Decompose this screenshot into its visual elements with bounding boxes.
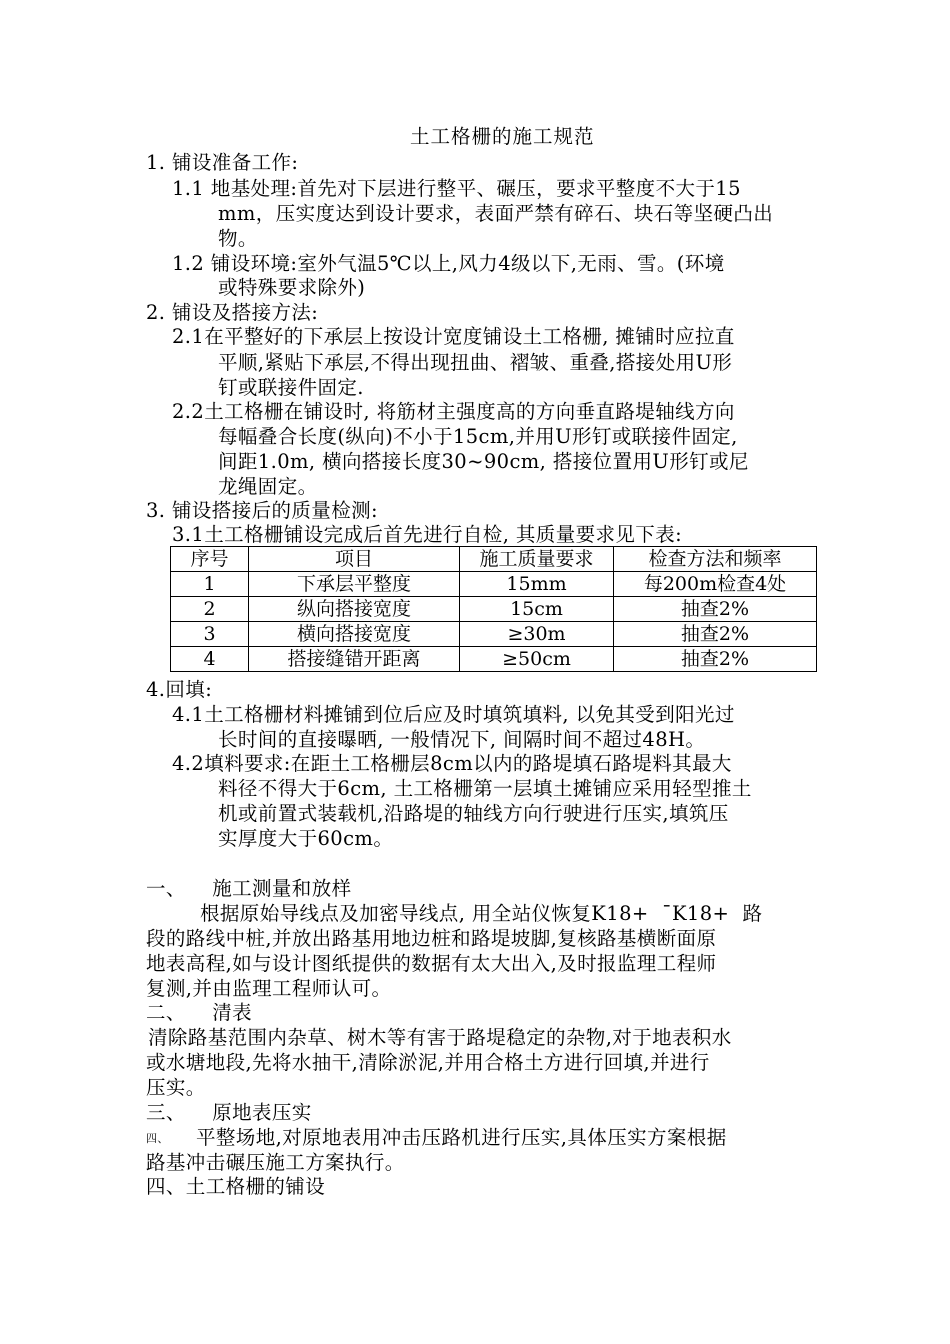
- section-1-heading: 1. 铺设准备工作:: [146, 151, 299, 174]
- para-1-2-line-1: 1.2 铺设环境:室外气温5℃以上,风力4级以下,无雨、雪。(环境: [172, 252, 725, 275]
- para-2-2-line-3: 间距1.0m, 横向搭接长度30~90cm, 搭接位置用U形钉或尼: [218, 450, 749, 473]
- section-a-line-2: 段的路线中桩,并放出路基用地边桩和路堤坡脚,复核路基横断面原: [146, 927, 717, 950]
- para-4-2-line-1: 4.2填料要求:在距土工格栅层8cm以内的路堤填石路堤料其最大: [172, 752, 732, 775]
- section-c-line-1: 平整场地,对原地表用冲击压路机进行压实,具体压实方案根据: [196, 1126, 727, 1149]
- table-cell: 15mm: [460, 572, 614, 597]
- para-2-1-line-2: 平顺,紧贴下承层,不得出现扭曲、褶皱、重叠,搭接处用U形: [218, 351, 733, 374]
- table-cell: 下承层平整度: [249, 572, 460, 597]
- section-b-line-2: 或水塘地段,先将水抽干,清除淤泥,并用合格土方进行回填,并进行: [146, 1051, 710, 1074]
- header-cell: 检查方法和频率: [614, 547, 817, 572]
- table-cell: 搭接缝错开距离: [249, 647, 460, 672]
- para-4-2-line-4: 实厚度大于60cm。: [218, 827, 394, 850]
- para-2-1-line-1: 2.1在平整好的下承层上按设计宽度铺设土工格栅, 摊铺时应拉直: [172, 325, 735, 348]
- table-cell: 纵向搭接宽度: [249, 597, 460, 622]
- table-row: [171, 622, 817, 647]
- para-4-1-line-2: 长时间的直接曝晒, 一般情况下, 间隔时间不超过48H。: [218, 728, 706, 751]
- table-cell: 每200m检查4处: [614, 572, 817, 597]
- table-cell: 4: [171, 647, 249, 672]
- table-cell: 15cm: [460, 597, 614, 622]
- table-cell: 2: [171, 597, 249, 622]
- section-c-heading: 三、 原地表压实: [146, 1101, 312, 1124]
- para-2-2-line-2: 每幅叠合长度(纵向)不小于15cm,并用U形钉或联接件固定,: [218, 425, 738, 448]
- para-4-2-line-3: 机或前置式装载机,沿路堤的轴线方向行驶进行压实,填筑压: [218, 802, 729, 825]
- para-4-2-line-2: 料径不得大于6cm, 土工格栅第一层填土摊铺应采用轻型推土: [218, 777, 752, 800]
- section-b-line-1: 清除路基范围内杂草、树木等有害于路堤稳定的杂物,对于地表积水: [148, 1026, 732, 1049]
- table-cell: 抽查2%: [614, 647, 817, 672]
- table-cell: 3: [171, 622, 249, 647]
- section-a-line-1: 根据原始导线点及加密导线点, 用全站仪恢复K18+ ¯K18+ 路: [200, 902, 763, 925]
- table-header-row: [171, 547, 817, 572]
- section-d-heading: 四、土工格栅的铺设: [146, 1175, 326, 1198]
- header-cell: 施工质量要求: [460, 547, 614, 572]
- para-3-1: 3.1土工格栅铺设完成后首先进行自检, 其质量要求见下表:: [172, 523, 683, 546]
- para-1-1-line-2: mm，压实度达到设计要求，表面严禁有碎石、块石等坚硬凸出: [218, 202, 774, 225]
- table-cell: 1: [171, 572, 249, 597]
- quality-check-table: [170, 546, 817, 672]
- document-title: 土工格栅的施工规范: [410, 125, 595, 148]
- section-b-line-3: 压实。: [146, 1076, 206, 1099]
- section-3-heading: 3. 铺设搭接后的质量检测:: [146, 499, 378, 522]
- para-2-2-line-1: 2.2土工格栅在铺设时, 将筋材主强度高的方向垂直路堤轴线方向: [172, 400, 735, 423]
- para-4-1-line-1: 4.1土工格栅材料摊铺到位后应及时填筑填料, 以免其受到阳光过: [172, 703, 735, 726]
- section-b-heading: 二、 清表: [146, 1001, 252, 1024]
- header-cell: 项目: [249, 547, 460, 572]
- table-cell: 抽查2%: [614, 622, 817, 647]
- table-cell: ≥50cm: [460, 647, 614, 672]
- section-c-line-2: 路基冲击碾压施工方案执行。: [146, 1151, 405, 1174]
- table-cell: 横向搭接宽度: [249, 622, 460, 647]
- section-c-marker: 四、: [146, 1132, 169, 1145]
- section-2-heading: 2. 铺设及搭接方法:: [146, 301, 319, 324]
- table-row: [171, 647, 817, 672]
- para-2-2-line-4: 龙绳固定。: [218, 475, 318, 498]
- section-a-line-3: 地表高程,如与设计图纸提供的数据有太大出入,及时报监理工程师: [146, 952, 717, 975]
- table-cell: ≥30m: [460, 622, 614, 647]
- table-row: [171, 572, 817, 597]
- table-row: [171, 597, 817, 622]
- para-2-1-line-3: 钉或联接件固定.: [218, 376, 364, 399]
- section-4-heading: 4.回填:: [146, 678, 213, 701]
- para-1-1-line-3: 物。: [218, 227, 258, 250]
- section-a-line-4: 复测,并由监理工程师认可。: [146, 977, 392, 1000]
- table-cell: 抽查2%: [614, 597, 817, 622]
- para-1-1-line-1: 1.1 地基处理:首先对下层进行整平、碾压，要求平整度不大于15: [172, 177, 741, 200]
- header-cell: 序号: [171, 547, 249, 572]
- para-1-2-line-2: 或特殊要求除外): [218, 276, 366, 299]
- section-a-heading: 一、 施工测量和放样: [146, 877, 352, 900]
